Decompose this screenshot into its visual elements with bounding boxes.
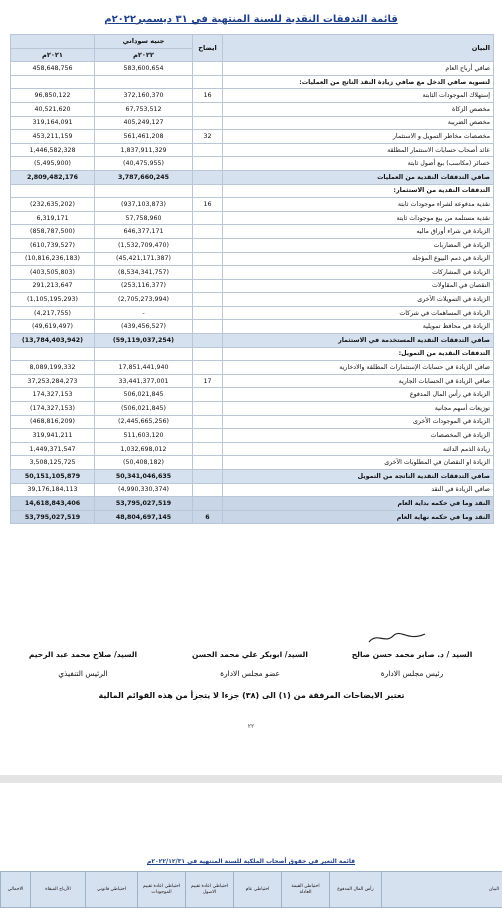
table-row [11,75,494,89]
table-row [11,279,494,293]
note-ref [193,184,223,198]
value-prev: 8,089,199,332 [11,361,95,375]
note-ref [193,347,223,361]
value-cur: 57,758,960 [95,211,193,225]
table-row [11,293,494,307]
value-cur: (253,116,377) [95,279,193,293]
value-prev: (4,217,755) [11,306,95,320]
value-cur: (937,103,873) [95,198,193,212]
table-row [11,497,494,511]
value-cur: 50,341,046,635 [95,470,193,484]
value-cur: (2,445,665,256) [95,415,193,429]
table-row [11,374,494,388]
value-cur: (506,021,845) [95,402,193,416]
note-ref [193,116,223,130]
equity-col-item: البيان [382,872,502,908]
row-label: خسائر (مكاسب) بيع أصول ثابتة [223,157,494,171]
equity-table [0,871,502,908]
equity-col-reval-assets: احتياطي اعادة تقييم الموجودات [138,872,186,908]
row-label: النقصان في المقاولات [223,279,494,293]
equity-col-retained: الأرباح المبقاة [31,872,86,908]
value-cur: 3,787,660,245 [95,170,193,184]
note-ref: 17 [193,374,223,388]
member-role: عضو مجلس الادارة [220,669,280,678]
row-label: الزيادة في التمويلات الأخرى [223,293,494,307]
row-label: صافي التدفقات النقدية الناتجة من التمويل [223,470,494,484]
notes-footnote: تعتبر الايضاحات المرفقة من (١) الى (٣٨) جزءا لا يتجزأ من هذه القوائم المالية [98,691,405,700]
value-prev: 40,521,620 [11,102,95,116]
row-label: مخصص الضريبة [223,116,494,130]
table-row [11,252,494,266]
value-prev: (610,739,527) [11,238,95,252]
value-prev: (468,816,209) [11,415,95,429]
value-prev: 14,618,843,406 [11,497,95,511]
note-ref [193,415,223,429]
note-ref [193,252,223,266]
header-blank-prev [11,35,95,49]
cash-flow-table-wrapper [10,34,493,524]
table-row [11,170,494,184]
value-cur: (40,475,955) [95,157,193,171]
value-prev: (10,816,236,183) [11,252,95,266]
statement-title: قائمة التدفقات النقدية للسنة المنتهية في ٣١ ديسمبر٢٠٢٢م [104,14,398,25]
value-prev: (174,327,153) [11,402,95,416]
table-row [11,157,494,171]
table-row [11,238,494,252]
note-ref [193,266,223,280]
value-cur: (59,119,037,254) [95,334,193,348]
value-cur: (50,408,182) [95,456,193,470]
note-ref [193,170,223,184]
row-label: الزيادة في رأس المال المدفوع [223,388,494,402]
row-label: زيادة الذمم الدائنة [223,442,494,456]
note-ref [193,62,223,76]
row-label: إستهلاك الموجودات الثابتة [223,89,494,103]
table-body [11,62,494,524]
table-row [11,116,494,130]
table-row [11,184,494,198]
value-cur: 33,441,377,001 [95,374,193,388]
chair-role: رئيس مجلس الادارة [380,669,444,678]
note-ref [193,102,223,116]
value-prev: 291,213,647 [11,279,95,293]
table-row [11,62,494,76]
table-row [11,143,494,157]
table-row [11,130,494,144]
row-label: صافي الزيادة في الحسابات الجارية [223,374,494,388]
table-row [11,456,494,470]
note-ref [193,211,223,225]
table-row [11,510,494,524]
equity-col-fair-value: احتياطي القيمة العادلة [282,872,330,908]
note-ref [193,293,223,307]
page-separator [0,775,502,783]
row-label: الزيادة في المساهمات في شركات [223,306,494,320]
value-cur: 17,851,441,940 [95,361,193,375]
equity-col-total: الاجمالي [1,872,31,908]
equity-col-legal: احتياطي قانوني [86,872,138,908]
equity-col-reval-fixed: احتياطي اعادة تقييم الاصول [186,872,234,908]
cash-flow-table [10,34,494,524]
table-row [11,306,494,320]
value-cur: - [95,306,193,320]
row-label: الزيادة في المضاربات [223,238,494,252]
value-prev [11,347,95,361]
note-ref [193,143,223,157]
value-cur: (1,532,709,470) [95,238,193,252]
note-ref [193,388,223,402]
note-ref [193,334,223,348]
table-row [11,347,494,361]
value-cur: 583,600,654 [95,62,193,76]
value-cur [95,347,193,361]
value-cur: 372,160,370 [95,89,193,103]
year-prev-header: ٢٠٢١م [11,48,95,62]
note-ref [193,75,223,89]
value-prev: 319,164,091 [11,116,95,130]
value-prev: 96,850,122 [11,89,95,103]
note-ref [193,279,223,293]
row-label: نقدية مستلمة من بيع موجودات ثابتة [223,211,494,225]
note-ref [193,238,223,252]
table-header-row [11,35,494,49]
note-ref [193,456,223,470]
row-label: التدفقات النقدية من التمويل: [223,347,494,361]
table-row [11,102,494,116]
value-prev: 1,449,371,547 [11,442,95,456]
table-row [11,361,494,375]
row-label: النقد وما في حكمه نهاية العام [223,510,494,524]
ceo-name: السيد/ صلاح محمد عبد الرحيم [28,650,138,659]
value-cur: 53,795,027,519 [95,497,193,511]
table-row [11,198,494,212]
value-prev: 53,795,027,519 [11,510,95,524]
row-label: الزيادة في شراء أوراق ماليه [223,225,494,239]
value-prev: (13,784,403,942) [11,334,95,348]
value-cur [95,184,193,198]
table-row [11,429,494,443]
value-prev: 453,211,159 [11,130,95,144]
row-label: توزيعات أسهم مجانية [223,402,494,416]
value-prev: (49,619,497) [11,320,95,334]
table-row [11,334,494,348]
table-row [11,483,494,497]
value-prev: 458,648,756 [11,62,95,76]
row-label: الزيادة في الموجودات الأخرى [223,415,494,429]
value-prev: 319,941,211 [11,429,95,443]
row-label: لتسوية صافي الدخل مع صافي زيادة النقد الناتج من العمليات: [223,75,494,89]
value-cur: (45,421,171,387) [95,252,193,266]
value-prev: 1,446,582,328 [11,143,95,157]
note-ref: 16 [193,89,223,103]
row-label: الزيادة في محافظ تمويلية [223,320,494,334]
equity-col-general: احتياطي عام [234,872,282,908]
currency-header: جنيه سوداني [95,35,193,49]
row-label: عائد أصحاب حسابات الاستثمار المطلقة [223,143,494,157]
value-prev: 37,253,284,273 [11,374,95,388]
year-cur-header: ٢٠٢٢م [95,48,193,62]
value-prev: (1,105,195,293) [11,293,95,307]
equity-table-wrapper [0,871,502,908]
ceo-signature [8,650,158,678]
table-row [11,470,494,484]
note-ref [193,361,223,375]
note-ref: 6 [193,510,223,524]
equity-header-row [1,872,502,908]
value-cur: 67,753,512 [95,102,193,116]
table-row [11,388,494,402]
value-cur: 405,249,127 [95,116,193,130]
value-cur: (4,990,330,374) [95,483,193,497]
value-prev: 174,327,153 [11,388,95,402]
table-row [11,266,494,280]
row-label: الزيادة في المشاركات [223,266,494,280]
table-row [11,211,494,225]
value-cur: (8,534,341,757) [95,266,193,280]
note-ref [193,225,223,239]
equity-col-paid-capital: رأس المال المدفوع [330,872,382,908]
table-row [11,402,494,416]
member-signature [175,650,325,678]
row-label: الزيادة في المخصصات [223,429,494,443]
signature-mark-icon [367,630,427,644]
row-label: صافي أرباح العام [223,62,494,76]
value-cur: 1,837,911,329 [95,143,193,157]
note-column-header: ايضاح [193,35,223,62]
value-cur: (2,705,273,994) [95,293,193,307]
next-page-title: قائمة التغير في حقوق أصحاب الملكية للسنة المنتهية في ٢٠٢٢/١٢/٣١م [146,858,356,865]
note-ref [193,483,223,497]
value-cur: 511,603,120 [95,429,193,443]
note-ref [193,306,223,320]
chair-name: السيد / د. صابر محمد حسن صالح [351,650,473,659]
value-prev: (403,505,803) [11,266,95,280]
row-label: الزيادة في ذمم البيوع المؤجلة [223,252,494,266]
value-prev: 39,176,184,113 [11,483,95,497]
value-prev: 3,508,125,725 [11,456,95,470]
row-label: النقد وما في حكمه بداية العام [223,497,494,511]
table-row [11,320,494,334]
value-prev: 2,809,482,176 [11,170,95,184]
table-row [11,415,494,429]
value-cur: 1,032,698,012 [95,442,193,456]
value-prev: (232,635,202) [11,198,95,212]
value-prev: 6,319,171 [11,211,95,225]
row-label: مخصص الزكاة [223,102,494,116]
value-cur: (439,456,527) [95,320,193,334]
note-ref [193,497,223,511]
chair-signature [337,650,487,678]
row-label: التدفقات النقدية من الاستثمار: [223,184,494,198]
note-ref [193,470,223,484]
value-prev: 50,151,105,879 [11,470,95,484]
value-cur [95,75,193,89]
row-label: صافي التدفقات النقدية المستخدمة في الاستثمار [223,334,494,348]
value-cur: 506,021,845 [95,388,193,402]
row-label: الزيادة او النقصان في المطلوبات الأخرى [223,456,494,470]
row-label: صافي الزيادة في النقد [223,483,494,497]
value-cur: 48,804,697,145 [95,510,193,524]
row-label: صافي التدفقات النقدية من العمليات [223,170,494,184]
value-cur: 561,461,208 [95,130,193,144]
note-ref [193,320,223,334]
item-column-header: البيان [223,35,494,62]
row-label: صافي الزيادة في حسابات الإستثمارات المطلقة والادخارية [223,361,494,375]
note-ref: 32 [193,130,223,144]
table-row [11,225,494,239]
note-ref: 16 [193,198,223,212]
ceo-role: الرئيس التنفيذي [58,669,108,678]
value-prev [11,184,95,198]
value-cur: 646,377,171 [95,225,193,239]
note-ref [193,402,223,416]
table-row [11,442,494,456]
row-label: نقدية مدفوعة لشراء موجودات ثابتة [223,198,494,212]
table-row [11,89,494,103]
value-prev [11,75,95,89]
value-prev: (858,787,500) [11,225,95,239]
note-ref [193,157,223,171]
row-label: مخصصات مخاطر التمويل و الاستثمار [223,130,494,144]
note-ref [193,442,223,456]
member-name: السيد/ ابوبكر علي محمد الحسن [192,650,308,659]
value-prev: (5,495,900) [11,157,95,171]
note-ref [193,429,223,443]
page-number: ٢٢ [247,723,255,730]
